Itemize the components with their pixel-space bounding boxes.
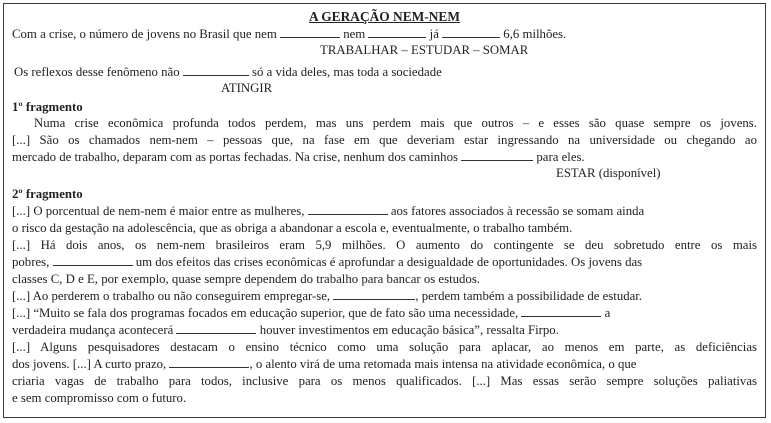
fragment-line: Numa crise econômica profunda todos perdem, mas uns perdem mais que outros – e esses são quase sempre os jovens. bbox=[34, 116, 757, 130]
blank-field[interactable] bbox=[53, 254, 133, 266]
fragment-line bbox=[12, 203, 757, 220]
blank-field[interactable] bbox=[368, 26, 426, 38]
page-title: A GERAÇÃO NEM-NEM bbox=[308, 9, 460, 24]
fragment-text: , perdem também a possibilidade de estudar. bbox=[415, 289, 643, 303]
fragment-text: [...] “Muito se fala dos programas focados em educação superior, que de fato são uma necessidade, bbox=[12, 306, 519, 320]
fragment-line bbox=[12, 356, 757, 373]
intro-sentence-1 bbox=[12, 26, 757, 43]
fragment-heading: 1º fragmento bbox=[12, 100, 83, 114]
fragment-text: [...] O porcentual de nem-nem é maior entre as mulheres, bbox=[12, 204, 305, 218]
intro-text: só a vida deles, mas toda a sociedade bbox=[252, 65, 442, 79]
fragment-line: [...] São os chamados nem-nem – pessoas que, na fase em que deveriam estar ingressando na universidade ou chegando ao bbox=[12, 133, 757, 147]
blank-field[interactable] bbox=[183, 64, 249, 76]
fragment-text: mercado de trabalho, deparam com as portas fechadas. Na crise, nenhum dos caminhos bbox=[12, 150, 458, 164]
fragment-line bbox=[12, 305, 757, 322]
blank-field[interactable] bbox=[442, 26, 500, 38]
intro-text: 6,6 milhões. bbox=[503, 27, 567, 41]
fragment-line bbox=[12, 254, 757, 271]
exercise-sheet bbox=[3, 3, 766, 418]
fragment-line bbox=[12, 288, 757, 305]
intro-text: Com a crise, o número de jovens no Brasil que nem bbox=[12, 27, 277, 41]
fragment-line: e sem compromisso com o futuro. bbox=[12, 391, 187, 405]
fragment-line bbox=[12, 149, 757, 166]
blank-field[interactable] bbox=[176, 322, 256, 334]
fragment-line: [...] Há dois anos, os nem-nem brasileiros eram 5,9 milhões. O aumento do contingente se deu sobretudo entre os mais bbox=[12, 238, 757, 252]
blank-field[interactable] bbox=[333, 288, 415, 300]
fragment-line: criaria vagas de trabalho para todos, inclusive para os menos qualificados. [...] Mas essas serão sempre soluções paliativas bbox=[12, 374, 757, 388]
fragment-text: dos jovens. [...] A curto prazo, bbox=[12, 357, 167, 371]
verb-hint: ESTAR (disponível) bbox=[556, 166, 661, 180]
fragment-text: [...] Ao perderem o trabalho ou não conseguirem empregar-se, bbox=[12, 289, 331, 303]
intro-text: Os reflexos desse fenômeno não bbox=[14, 65, 180, 79]
fragment-text: a bbox=[604, 306, 611, 320]
fragment-heading: 2º fragmento bbox=[12, 187, 83, 201]
fragment-text: um dos efeitos das crises econômicas é aprofundar a desigualdade de oportunidades. Os jovens das bbox=[135, 255, 643, 269]
fragment-text: pobres, bbox=[12, 255, 50, 269]
fragment-text: verdadeira mudança acontecerá bbox=[12, 323, 174, 337]
blank-field[interactable] bbox=[461, 149, 533, 161]
fragment-line: classes C, D e E, por exemplo, quase sempre dependem do trabalho para bancar os estudos. bbox=[12, 272, 481, 286]
verb-hint: TRABALHAR – ESTUDAR – SOMAR bbox=[320, 43, 529, 57]
fragment-line bbox=[12, 322, 757, 339]
blank-field[interactable] bbox=[280, 26, 340, 38]
blank-field[interactable] bbox=[169, 356, 249, 368]
intro-text: já bbox=[429, 27, 439, 41]
intro-text: nem bbox=[343, 27, 366, 41]
blank-field[interactable] bbox=[521, 305, 601, 317]
intro-sentence-2 bbox=[14, 64, 757, 81]
blank-field[interactable] bbox=[308, 203, 388, 215]
fragment-text: aos fatores associados à recessão se somam ainda bbox=[390, 204, 645, 218]
fragment-text: , o alento virá de uma retomada mais intensa na atividade econômica, o que bbox=[249, 357, 637, 371]
verb-hint: ATINGIR bbox=[221, 81, 273, 95]
fragment-line: o risco da gestação na adolescência, que as obriga a abandonar a escola e, eventualmente, o trabalho também. bbox=[12, 221, 573, 235]
fragment-text: para eles. bbox=[536, 150, 585, 164]
fragment-text: houver investimentos em educação básica”, ressalta Firpo. bbox=[259, 323, 559, 337]
fragment-line: [...] Alguns pesquisadores destacam o ensino técnico como uma solução para aplacar, ao menos em parte, as deficiências bbox=[12, 340, 757, 354]
